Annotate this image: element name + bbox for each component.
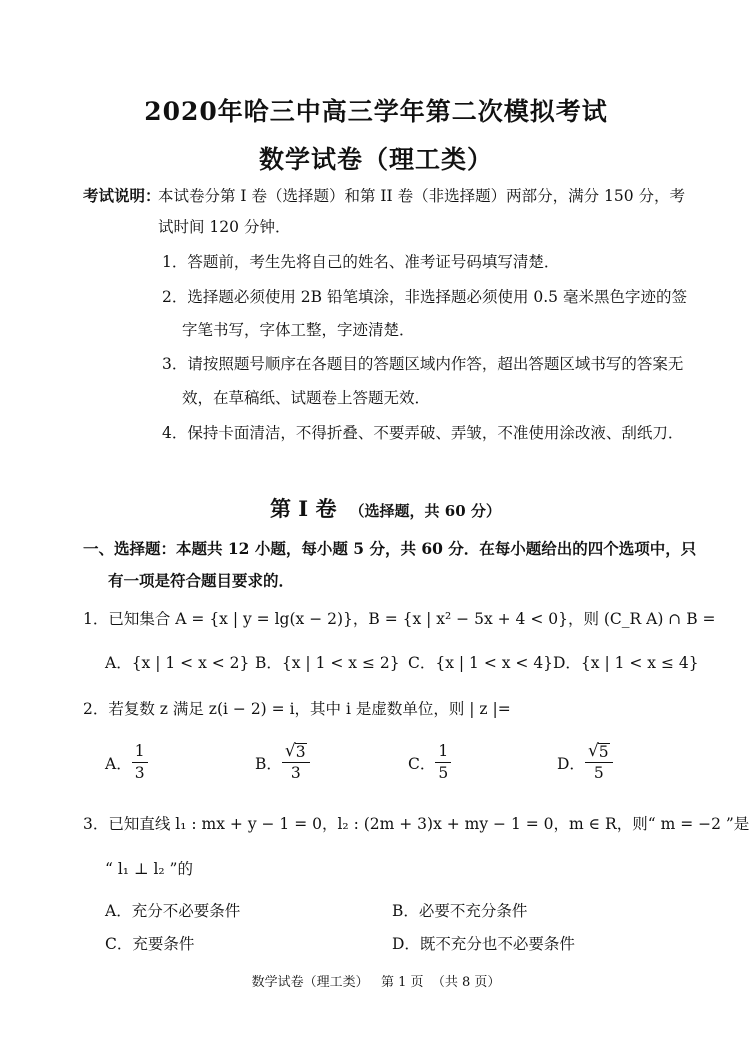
q2-option-a-denominator: 3 xyxy=(134,764,145,783)
page-footer: 数学试卷（理工类） 第 1 页 （共 8 页） xyxy=(251,975,501,990)
q2-option-b-numerator-sqrt xyxy=(282,742,310,763)
q1-option-a: A．{x | 1 < x < 2} xyxy=(105,654,250,672)
q3-option-b: B．必要不充分条件 xyxy=(392,902,528,920)
section-title-note: （选择题，共 60 分） xyxy=(349,502,501,520)
instruction-item-3-line1: 3．请按照题号顺序在各题目的答题区域内作答，超出答题区域书写的答案无 xyxy=(162,355,684,373)
q3-option-a: A．充分不必要条件 xyxy=(105,902,241,920)
section-heading xyxy=(270,493,501,523)
q2-option-a-label: A． xyxy=(105,754,132,773)
sqrt-icon: √ xyxy=(587,741,599,761)
q2-option-c xyxy=(408,742,451,784)
section-title: 第 I 卷 xyxy=(270,496,337,521)
q2-option-b-numerator: 3 xyxy=(295,743,306,761)
q1-option-b: B．{x | 1 < x ≤ 2} xyxy=(255,654,400,672)
q1-option-c: C．{x | 1 < x < 4} xyxy=(408,654,554,672)
q1-option-d: D．{x | 1 < x ≤ 4} xyxy=(553,654,699,672)
instructions-intro-line2: 试时间 120 分钟． xyxy=(158,218,291,236)
q3-stem-line1: 3．已知直线 l₁ : mx + y − 1 = 0，l₂ : (2m + 3)x + my − 1 = 0，m ∈ R，则“ m = −2 ”是 xyxy=(83,815,750,833)
instructions-label: 考试说明： xyxy=(83,186,161,205)
q2-option-b-fraction xyxy=(282,742,310,784)
q2-option-c-fraction xyxy=(435,742,451,784)
q2-option-d xyxy=(557,742,613,784)
instruction-item-2-line2: 字笔书写，字体工整，字迹清楚． xyxy=(182,321,415,339)
exam-title: 2020年哈三中高三学年第二次模拟考试 xyxy=(144,97,608,126)
q2-option-a-numerator: 1 xyxy=(132,742,148,763)
q3-option-c: C．充要条件 xyxy=(105,935,195,953)
q2-option-d-numerator: 5 xyxy=(598,743,609,761)
q1-stem: 1．已知集合 A = {x | y = lg(x − 2)}，B = {x | x² − 5x + 4 < 0}，则 (C_R A) ∩ B = xyxy=(83,610,716,628)
q2-option-a xyxy=(105,742,148,784)
instruction-item-1: 1．答题前，考生先将自己的姓名、准考证号码填写清楚． xyxy=(162,253,560,271)
instruction-item-2-line1: 2．选择题必须使用 2B 铅笔填涂，非选择题必须使用 0.5 毫米黑色字迹的签 xyxy=(162,288,687,306)
q3-option-d: D．既不充分也不必要条件 xyxy=(392,935,575,953)
q2-option-d-label: D． xyxy=(557,754,585,773)
q2-option-b xyxy=(255,742,310,784)
q2-option-d-numerator-sqrt xyxy=(585,742,613,763)
instructions-intro-line1: 本试卷分第 I 卷（选择题）和第 II 卷（非选择题）两部分，满分 150 分，考 xyxy=(158,187,686,205)
instruction-item-3-line2: 效，在草稿纸、试题卷上答题无效． xyxy=(182,389,431,407)
q2-option-c-denominator: 5 xyxy=(438,764,449,783)
q2-option-b-denominator: 3 xyxy=(290,764,301,783)
choice-heading-line1: 一、选择题：本题共 12 小题，每小题 5 分，共 60 分．在每小题给出的四个选项中，只 xyxy=(83,539,697,558)
q2-stem: 2．若复数 z 满足 z(i − 2) = i，其中 i 是虚数单位，则 | z |= xyxy=(83,700,511,718)
q2-option-c-label: C． xyxy=(408,754,436,773)
instruction-item-4: 4．保持卡面清洁，不得折叠、不要弄破、弄皱，不准使用涂改液、刮纸刀． xyxy=(162,424,684,442)
q3-stem-line2: “ l₁ ⊥ l₂ ”的 xyxy=(105,860,193,878)
exam-subtitle: 数学试卷（理工类） xyxy=(258,145,493,174)
q2-option-b-label: B． xyxy=(255,754,282,773)
q2-option-a-fraction xyxy=(132,742,148,784)
q2-option-c-numerator: 1 xyxy=(435,742,451,763)
sqrt-icon: √ xyxy=(284,741,296,761)
q2-option-d-fraction xyxy=(585,742,613,784)
choice-heading-line2: 有一项是符合题目要求的． xyxy=(108,571,295,590)
q2-option-d-denominator: 5 xyxy=(593,764,604,783)
